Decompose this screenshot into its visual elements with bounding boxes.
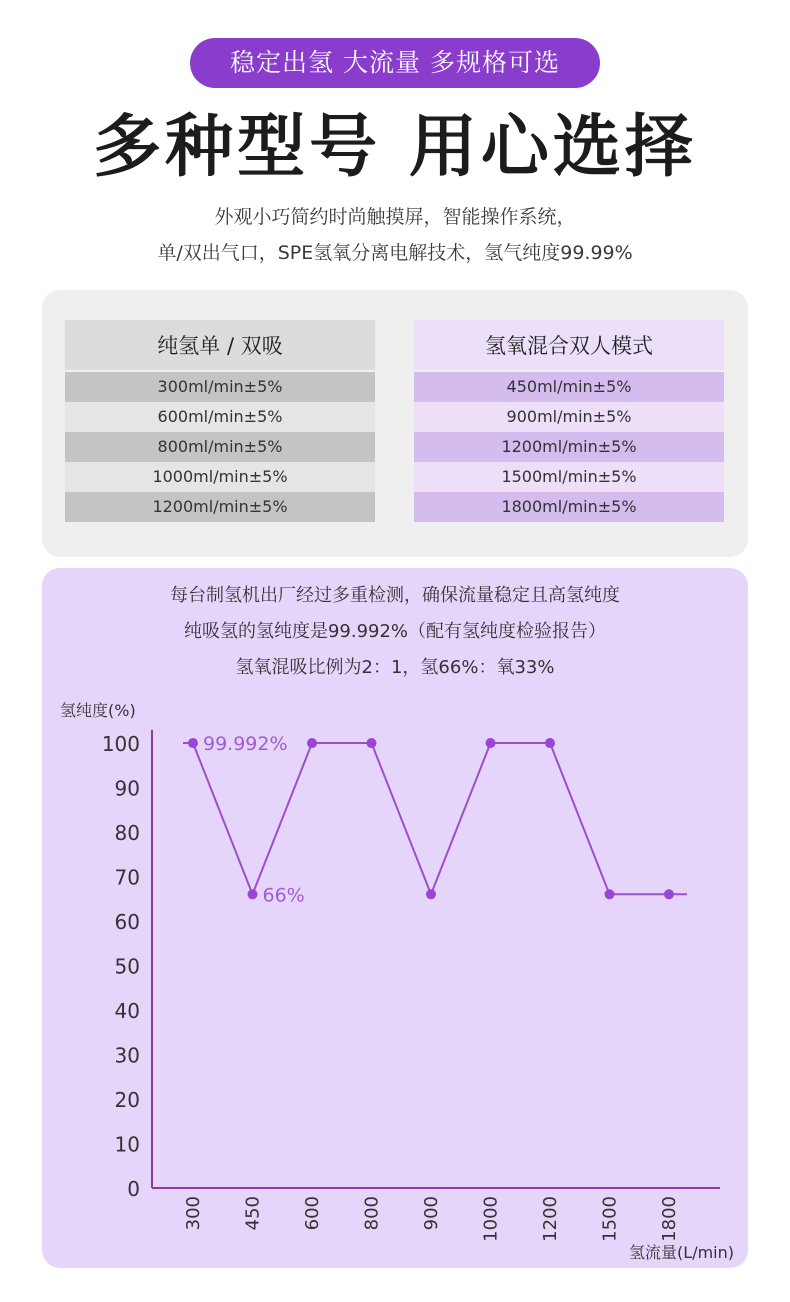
y-tick-label: 20 [114, 1088, 140, 1112]
spec-column-pure-hydrogen [65, 320, 375, 522]
data-point [545, 738, 555, 748]
data-point [426, 889, 436, 899]
data-point [307, 738, 317, 748]
y-tick-label: 70 [114, 865, 140, 890]
spec-row: 1800ml/min±5% [414, 492, 724, 522]
y-tick-label: 0 [127, 1177, 140, 1201]
y-tick-label: 90 [114, 776, 140, 801]
spec-row: 1200ml/min±5% [65, 492, 375, 522]
x-tick-label: 450 [242, 1196, 264, 1231]
spec-table-card [42, 290, 748, 557]
spec-column-header: 氢氧混合双人模式 [414, 320, 724, 370]
spec-rows [65, 372, 375, 522]
y-tick-label: 10 [114, 1132, 140, 1157]
x-tick-label: 1000 [480, 1196, 502, 1242]
spec-row: 1000ml/min±5% [65, 462, 375, 492]
data-point [188, 738, 198, 748]
y-tick-label: 30 [114, 1043, 140, 1068]
x-tick-label: 300 [183, 1196, 204, 1231]
x-tick-label: 1200 [540, 1196, 561, 1242]
data-point [248, 889, 258, 899]
x-tick-label: 600 [302, 1196, 323, 1231]
spec-row: 600ml/min±5% [65, 402, 375, 432]
y-tick-label: 100 [101, 732, 140, 756]
y-axis-label: 氢纯度(%) [60, 701, 136, 720]
description-line-2: 单/双出气口，SPE氢氧分离电解技术，氢气纯度99.99% [157, 242, 633, 264]
data-point [664, 889, 674, 899]
x-tick-label: 800 [361, 1196, 383, 1231]
chart-note-2: 纯吸氢的氢纯度是99.992%（配有氢纯度检验报告） [183, 621, 607, 642]
chart-note-1: 每台制氢机出厂经过多重检测，确保流量稳定且高氢纯度 [170, 585, 620, 606]
data-label: 99.992% [203, 733, 288, 756]
spec-row: 1500ml/min±5% [414, 462, 724, 492]
spec-column-mixed-mode [414, 320, 724, 522]
data-label: 66% [262, 884, 305, 907]
x-tick-label: 1500 [599, 1196, 621, 1242]
data-point [605, 889, 615, 899]
spec-rows [414, 372, 724, 522]
tagline-pill: 稳定出氢 大流量 多规格可选 [190, 38, 600, 88]
spec-row: 1200ml/min±5% [414, 432, 724, 462]
spec-column-header: 纯氢单 / 双吸 [65, 320, 375, 370]
purity-line-chart [42, 568, 748, 1268]
page-title: 多种型号 用心选择 [93, 108, 697, 187]
x-axis-label: 氢流量(L/min) [629, 1243, 734, 1262]
spec-row: 800ml/min±5% [65, 432, 375, 462]
x-tick-label: 1800 [659, 1196, 680, 1242]
data-point [486, 738, 496, 748]
x-tick-label: 900 [421, 1196, 442, 1231]
y-tick-label: 80 [114, 821, 140, 845]
y-tick-label: 50 [114, 954, 140, 979]
y-tick-label: 40 [114, 999, 140, 1023]
spec-row: 300ml/min±5% [65, 372, 375, 402]
y-tick-label: 60 [114, 910, 140, 934]
description-line-1: 外观小巧简约时尚触摸屏，智能操作系统， [214, 206, 576, 228]
spec-row: 450ml/min±5% [414, 372, 724, 402]
chart-card [42, 568, 748, 1268]
data-point [367, 738, 377, 748]
series-line [183, 743, 687, 894]
chart-note-3: 氢氧混吸比例为2：1，氢66%：氧33% [235, 657, 555, 678]
spec-row: 900ml/min±5% [414, 402, 724, 432]
